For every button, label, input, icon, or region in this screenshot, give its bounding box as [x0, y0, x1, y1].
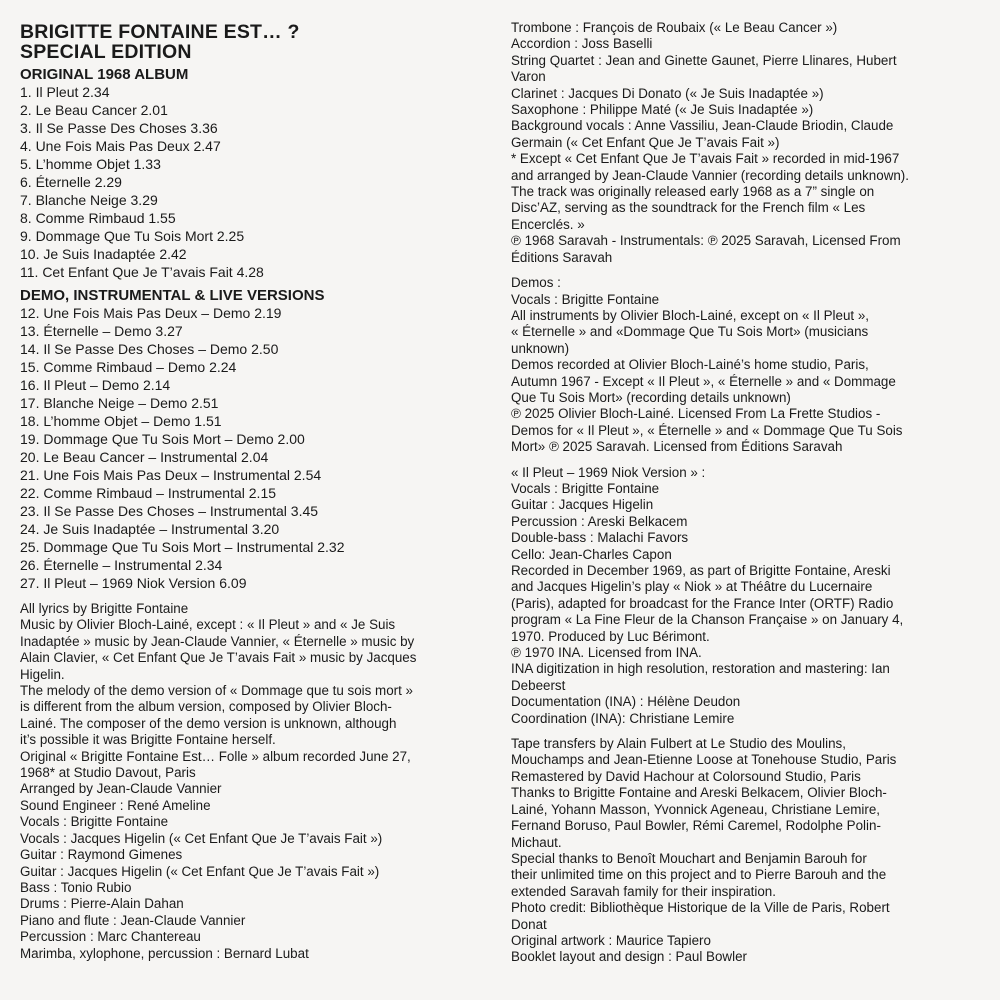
credit-line: extended Saravah family for their inspiration. [511, 883, 776, 899]
credit-line: INA digitization in high resolution, restoration and mastering: Ian [511, 661, 890, 677]
track-item: 4. Une Fois Mais Pas Deux 2.47 [20, 138, 221, 154]
track-item: 3. Il Se Passe Des Choses 3.36 [20, 120, 218, 136]
credits-block-instrumentation [511, 20, 989, 266]
credit-line: ℗ 1968 Saravah - Instrumentals: ℗ 2025 Saravah, Licensed From [511, 233, 901, 249]
credit-line: The melody of the demo version of « Dommage que tu sois mort » [20, 683, 413, 699]
track-item: 19. Dommage Que Tu Sois Mort – Demo 2.00 [20, 431, 305, 447]
credit-line: Guitar : Jacques Higelin (« Cet Enfant Que Je T’avais Fait ») [20, 863, 380, 879]
track-item: 15. Comme Rimbaud – Demo 2.24 [20, 359, 237, 375]
track-item: 25. Dommage Que Tu Sois Mort – Instrumental 2.32 [20, 539, 345, 555]
track-item: 22. Comme Rimbaud – Instrumental 2.15 [20, 485, 277, 501]
track-item: 26. Éternelle – Instrumental 2.34 [20, 557, 223, 573]
credit-line: Vocals : Brigitte Fontaine [511, 291, 660, 307]
credit-line: ℗ 2025 Olivier Bloch-Lainé. Licensed From La Frette Studios - [511, 406, 881, 422]
credit-line: Inadaptée » music by Jean-Claude Vannier, « Éternelle » music by [20, 633, 415, 649]
page-title: BRIGITTE FONTAINE EST… ? [20, 21, 300, 43]
credit-line: Original artwork : Maurice Tapiero [511, 932, 711, 948]
track-item: 5. L’homme Objet 1.33 [20, 156, 161, 172]
credit-line: Piano and flute : Jean-Claude Vannier [20, 912, 246, 928]
credit-line: Autumn 1967 - Except « Il Pleut », « Éternelle » and « Dommage [511, 373, 896, 389]
track-item: 12. Une Fois Mais Pas Deux – Demo 2.19 [20, 305, 282, 321]
credit-line: Lainé, Yohann Masson, Yvonnick Ageneau, Christiane Lemire, [511, 801, 880, 817]
credit-line: Higelin. [20, 666, 65, 682]
credits-block-thanks [511, 736, 989, 966]
credit-line: * Except « Cet Enfant Que Je T’avais Fait » recorded in mid-1967 [511, 151, 900, 167]
track-item: 8. Comme Rimbaud 1.55 [20, 210, 176, 226]
credit-line: Remastered by David Hachour at Colorsound Studio, Paris [511, 768, 861, 784]
credit-line: Background vocals : Anne Vassiliu, Jean-Claude Briodin, Claude [511, 118, 894, 134]
credit-line: Vocals : Jacques Higelin (« Cet Enfant Que Je T’avais Fait ») [20, 830, 383, 846]
credit-line: Mort» ℗ 2025 Saravah. Licensed from Éditions Saravah [511, 439, 843, 455]
credit-line: program « La Fine Fleur de la Chanson Française » on January 4, [511, 612, 904, 628]
track-item: 14. Il Se Passe Des Choses – Demo 2.50 [20, 341, 279, 357]
credit-line: 1970. Produced by Luc Bérimont. [511, 628, 710, 644]
credit-line: (Paris), adapted for broadcast for the France Inter (ORTF) Radio [511, 595, 894, 611]
track-item: 10. Je Suis Inadaptée 2.42 [20, 246, 187, 262]
demo-versions-heading: DEMO, INSTRUMENTAL & LIVE VERSIONS [20, 287, 325, 304]
credit-line: and arranged by Jean-Claude Vannier (recording details unknown). [511, 167, 909, 183]
original-tracklist [20, 83, 496, 281]
track-item: 24. Je Suis Inadaptée – Instrumental 3.20 [20, 521, 280, 537]
credit-line: Trombone : François de Roubaix (« Le Beau Cancer ») [511, 20, 838, 35]
credit-line: Saxophone : Philippe Maté (« Je Suis Inadaptée ») [511, 102, 814, 118]
credit-line: Double-bass : Malachi Favors [511, 530, 689, 546]
track-item: 1. Il Pleut 2.34 [20, 84, 110, 100]
credit-line: Disc’AZ, serving as the soundtrack for the French film « Les [511, 200, 866, 216]
track-item: 13. Éternelle – Demo 3.27 [20, 323, 183, 339]
left-column [20, 0, 496, 962]
track-item: 11. Cet Enfant Que Je T’avais Fait 4.28 [20, 264, 264, 280]
credit-line: Alain Clavier, « Cet Enfant Que Je T’avais Fait » music by Jacques [20, 650, 417, 666]
credit-line: Guitar : Raymond Gimenes [20, 847, 183, 863]
credit-line: Special thanks to Benoît Mouchart and Benjamin Barouh for [511, 850, 867, 866]
credit-line: Sound Engineer : René Ameline [20, 797, 211, 813]
credit-line: is different from the album version, composed by Olivier Bloch- [20, 699, 392, 715]
credit-line: Que Tu Sois Mort» (recording details unknown) [511, 389, 791, 405]
credits-block-left [20, 601, 496, 962]
track-item: 20. Le Beau Cancer – Instrumental 2.04 [20, 449, 269, 465]
credit-line: Encerclés. » [511, 216, 585, 232]
credit-line: All lyrics by Brigitte Fontaine [20, 601, 189, 616]
credit-line: ℗ 1970 INA. Licensed from INA. [511, 645, 702, 661]
credit-line: « Éternelle » and «Dommage Que Tu Sois Mort» (musicians [511, 324, 869, 340]
track-item: 7. Blanche Neige 3.29 [20, 192, 158, 208]
credit-line: « Il Pleut – 1969 Niok Version » : [511, 464, 706, 480]
track-item: 21. Une Fois Mais Pas Deux – Instrumental 2.54 [20, 467, 322, 483]
credit-line: Demos for « Il Pleut », « Éternelle » and « Dommage Que Tu Sois [511, 422, 903, 438]
track-item: 18. L’homme Objet – Demo 1.51 [20, 413, 222, 429]
track-item: 2. Le Beau Cancer 2.01 [20, 102, 168, 118]
credit-line: Mouchamps and Jean-Etienne Loose at Tonehouse Studio, Paris [511, 752, 897, 768]
credit-line: Percussion : Areski Belkacem [511, 513, 688, 529]
demo-tracklist [20, 304, 496, 592]
credit-line: Coordination (INA): Christiane Lemire [511, 710, 735, 726]
credit-line: their unlimited time on this project and to Pierre Barouh and the [511, 867, 887, 883]
credit-line: 1968* at Studio Davout, Paris [20, 765, 196, 781]
right-column [511, 20, 989, 966]
credit-line: String Quartet : Jean and Ginette Gaunet, Pierre Llinares, Hubert [511, 52, 897, 68]
track-item: 6. Éternelle 2.29 [20, 174, 122, 190]
credit-line: Demos recorded at Olivier Bloch-Lainé’s home studio, Paris, [511, 357, 869, 373]
credit-line: Photo credit: Bibliothèque Historique de la Ville de Paris, Robert [511, 900, 890, 916]
credit-line: Donat [511, 916, 547, 932]
credit-line: Bass : Tonio Rubio [20, 879, 132, 895]
credit-line: Cello: Jean-Charles Capon [511, 546, 672, 562]
credit-line: and Jacques Higelin’s play « Niok » at Théâtre du Lucernaire [511, 579, 873, 595]
credit-line: Documentation (INA) : Hélène Deudon [511, 694, 741, 710]
credit-line: Drums : Pierre-Alain Dahan [20, 896, 184, 912]
credit-line: it’s possible it was Brigitte Fontaine herself. [20, 732, 276, 748]
credit-line: Accordion : Joss Baselli [511, 36, 653, 52]
credit-line: Demos : [511, 275, 561, 291]
credit-line: All instruments by Olivier Bloch-Lainé, except on « Il Pleut », [511, 307, 869, 323]
credit-line: Guitar : Jacques Higelin [511, 497, 654, 513]
credit-line: Lainé. The composer of the demo version is unknown, although [20, 715, 397, 731]
track-item: 23. Il Se Passe Des Choses – Instrumental 3.45 [20, 503, 319, 519]
credit-line: Vocals : Brigitte Fontaine [20, 814, 169, 830]
credit-line: Fernand Boruso, Paul Bowler, Rémi Caremel, Rodolphe Polin- [511, 818, 881, 834]
credit-line: Varon [511, 69, 546, 85]
credit-line: Tape transfers by Alain Fulbert at Le Studio des Moulins, [511, 736, 846, 752]
credit-line: Original « Brigitte Fontaine Est… Folle » album recorded June 27, [20, 748, 411, 764]
credit-line: Debeerst [511, 677, 566, 693]
credit-line: Vocals : Brigitte Fontaine [511, 480, 660, 496]
original-album-heading: ORIGINAL 1968 ALBUM [20, 66, 189, 83]
credit-line: Thanks to Brigitte Fontaine and Areski Belkacem, Olivier Bloch- [511, 785, 887, 801]
credit-line: The track was originally released early 1968 as a 7” single on [511, 184, 875, 200]
credit-line: Booklet layout and design : Paul Bowler [511, 949, 747, 965]
credit-line: Arranged by Jean-Claude Vannier [20, 781, 222, 797]
credit-line: Michaut. [511, 834, 562, 850]
credit-line: Music by Olivier Bloch-Lainé, except : « Il Pleut » and « Je Suis [20, 617, 396, 633]
page-subtitle: SPECIAL EDITION [20, 41, 192, 63]
credit-line: Recorded in December 1969, as part of Brigitte Fontaine, Areski [511, 563, 891, 578]
track-item: 9. Dommage Que Tu Sois Mort 2.25 [20, 228, 245, 244]
track-item: 17. Blanche Neige – Demo 2.51 [20, 395, 219, 411]
track-item: 16. Il Pleut – Demo 2.14 [20, 377, 171, 393]
credit-line: Éditions Saravah [511, 249, 613, 265]
credit-line: Percussion : Marc Chantereau [20, 929, 201, 945]
credit-line: unknown) [511, 340, 570, 356]
credit-line: Clarinet : Jacques Di Donato (« Je Suis Inadaptée ») [511, 85, 824, 101]
credits-block-demos [511, 275, 989, 455]
credit-line: Germain (« Cet Enfant Que Je T’avais Fait ») [511, 134, 780, 150]
credit-line: Marimba, xylophone, percussion : Bernard Lubat [20, 945, 309, 961]
credits-block-niok [511, 465, 989, 728]
track-item: 27. Il Pleut – 1969 Niok Version 6.09 [20, 575, 247, 591]
